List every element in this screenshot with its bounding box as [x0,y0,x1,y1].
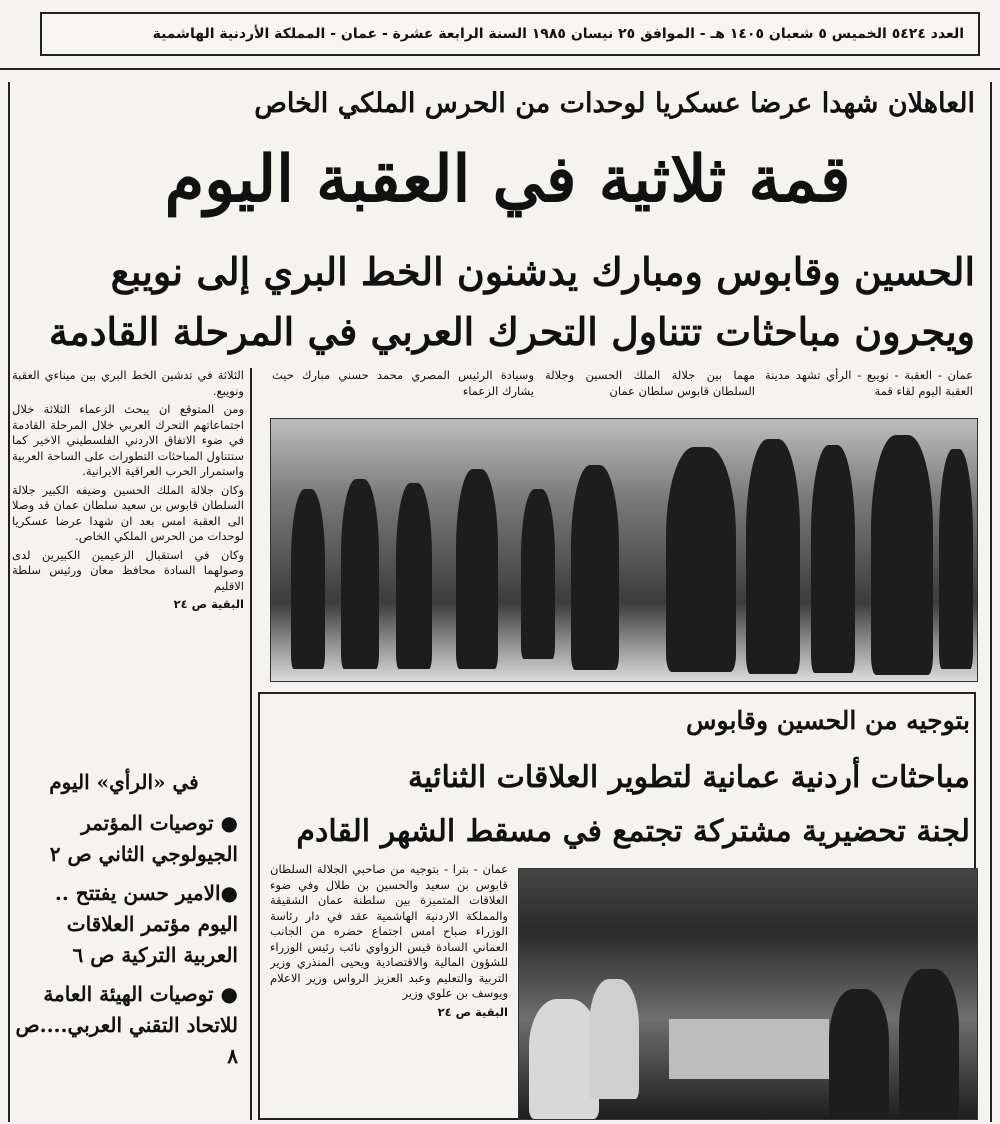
second-body-column [270,862,508,1118]
lead-side-para-1: الثلاثة في تدشين الخط البري بين ميناءي العقبة ونويبع. [12,368,244,398]
sidebar-item: ● توصيات المؤتمر الجيولوجي الثاني ص ٢ [49,811,238,866]
lead-deck-1: الحسين وقابوس ومبارك يدشنون الخط البري إلى نويبع [110,249,975,294]
lead-kicker: العاهلان شهدا عرضا عسكريا لوحدات من الحرس الملكي الخاص [254,88,975,119]
dateline-text: العدد ٥٤٢٤ الخميس ٥ شعبان ١٤٠٥ هـ - الموافق ٢٥ نيسان ١٩٨٥ السنة الرابعة عشرة - عمان - المملكة الأردنية الهاشمية [152,26,964,42]
lead-side-para-2: ومن المتوقع ان يبحث الزعماء الثلاثة خلال اجتماعاتهم التحرك العربي خلال المرحلة القادمة في ضوء الاتفاق الاردني الفلسطيني الاخير كما ستتناول المباحثات التطورات على الساحة العربية واستمرار الحرب العراقية الايرانية. [12,402,244,478]
lead-col-3 [272,368,534,412]
lead-side-column [12,368,244,750]
second-headline-2: لجنة تحضيرية مشتركة تجتمع في مسقط الشهر القادم [296,814,970,849]
inside-today-sidebar [10,760,238,1120]
second-kicker: بتوجيه من الحسين وقابوس [686,706,970,735]
second-body-text: عمان - بترا - بتوجيه من صاحبي الجلالة السلطان قابوس بن سعيد والحسين بن طلال وفي ضوء العلاقات المتميزة بين سلطنة عمان الشقيقة والمملكة الاردنية الهاشمية عقد في دار رئاسة الوزراء صباح امس اجتماع حضره من الجانب العماني السادة قيس الزواوي نائب رئيس الوزراء للشؤون المالية والاقتصادية ويحيى المنذري وزير التربية والتعليم وعبد العزيز الرواس وزير الاعلام ويوسف بن علوي وزير [270,862,508,1000]
lead-side-para-4: وكان في استقبال الزعيمين الكبيرين لدى وصولهما السادة محافظ معان ورئيس سلطة الاقليم [12,547,244,593]
lead-headline: قمة ثلاثية في العقبة اليوم [164,142,851,217]
lead-deck-2: ويجرون مباحثات تتناول التحرك العربي في المرحلة القادمة [48,309,975,354]
lead-jump-line: البقية ص ٢٤ [173,597,244,611]
lead-col-1 [765,368,973,412]
lead-side-para-3: وكان جلالة الملك الحسين وضيفه الكبير جلالة السلطان قابوس بن سعيد سلطان عمان قد وصلا الى العقبة امس بعد ان شهدا عرضا عسكريا لوحدات من الحرس الملكي الخاص. [12,482,244,543]
lead-photo-military-parade [270,418,978,682]
second-jump-line: البقية ص ٢٤ [437,1004,508,1019]
second-photo-meeting [518,868,978,1120]
right-page-rule [990,82,992,1122]
masthead-dateline [40,12,980,56]
lead-col-3-text: وسيادة الرئيس المصري محمد حسني مبارك حيث يشارك الزعماء [272,368,534,398]
sidebar-item: ● توصيات الهيئة العامة للاتحاد التقني العربي....ص ٨ [15,982,238,1068]
sidebar-item: ●الامير حسن يفتتح .. اليوم مؤتمر العلاقات العربية التركية ص ٦ [54,881,238,967]
lead-col-2-text: مهما بين جلالة الملك الحسين وجلالة السلطان قابوس سلطان عمان [545,368,755,398]
sidebar-title: في «الرأي» اليوم [49,770,199,794]
lead-col-1-text: عمان - العقبة - نويبع - الرأي تشهد مدينة العقبة اليوم لقاء قمة [765,368,973,398]
second-headline-1: مباحثات أردنية عمانية لتطوير العلاقات الثنائية [408,760,970,795]
top-rule [0,68,1000,70]
sidebar-column-rule [250,368,252,1120]
lead-col-2 [545,368,755,412]
